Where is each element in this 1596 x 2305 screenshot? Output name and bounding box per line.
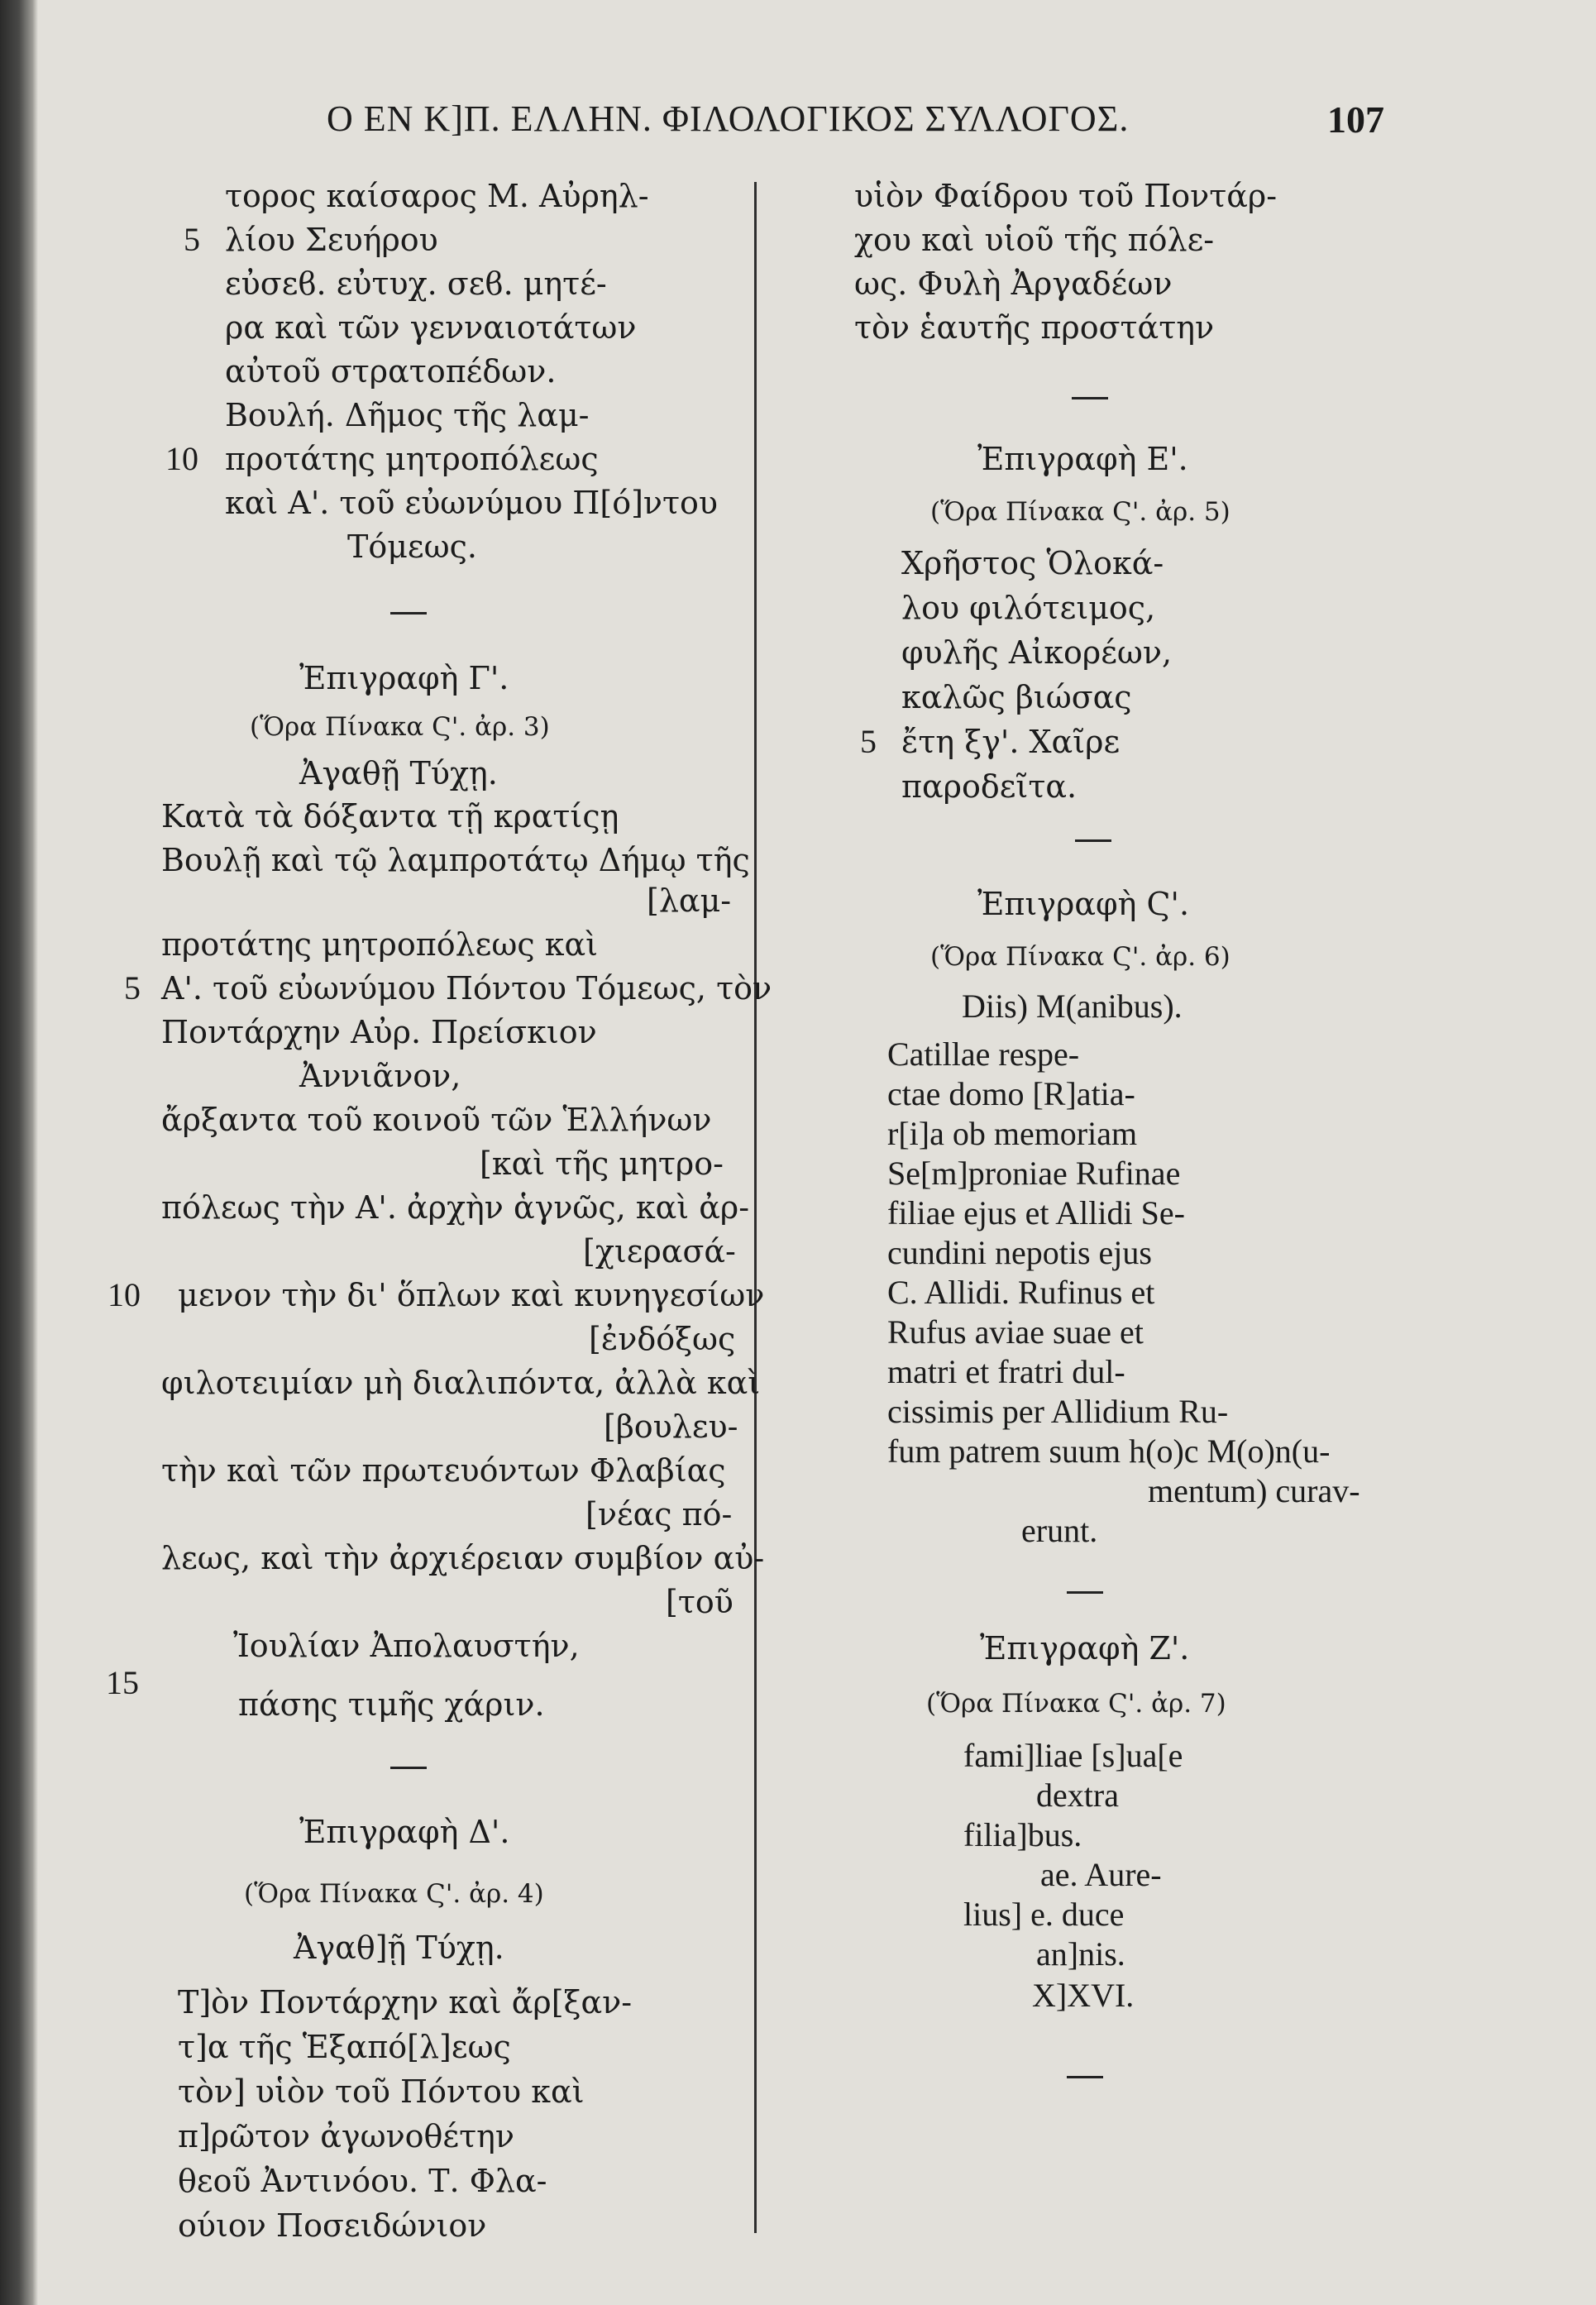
text-line: εὐσεϐ. εὐτυχ. σεϐ. μητέ- <box>225 265 607 302</box>
text-line: Τ]ὸν Ποντάρχην καὶ ἄρ[ξαν- <box>178 1984 633 2020</box>
inscription-heading: Ἐπιγραφὴ Ζ'. <box>980 1630 1190 1667</box>
text-line: λεως, καὶ τὴν ἀρχιέρειαν συμβίον αὐ- <box>161 1540 765 1576</box>
text-line: r[i]a ob memoriam <box>887 1115 1138 1152</box>
text-line: λίου Σευήρου <box>225 222 438 258</box>
section-separator <box>1067 1591 1103 1594</box>
text-line: filiae ejus et Allidi Se- <box>887 1194 1185 1231</box>
text-line: fami]liae [s]ua[e <box>963 1737 1183 1774</box>
text-line: ae. Aure- <box>1040 1856 1162 1893</box>
section-separator <box>1075 839 1111 842</box>
section-separator <box>390 612 427 615</box>
plate-reference: (Ὅρα Πίνακα Ϛ'. ἀρ. 7) <box>926 1689 1226 1719</box>
text-line: ούιον Ποσειδώνιον <box>178 2207 487 2244</box>
text-line: Ἀγαθῇ Τύχῃ. <box>299 755 498 791</box>
text-line: filia]bus. <box>963 1816 1082 1853</box>
text-line: Ἀγαθ]ῇ Τύχῃ. <box>294 1930 504 1966</box>
text-line: τὸν] υἱὸν τοῦ Πόντου καὶ <box>178 2073 585 2110</box>
line-number: 5 <box>124 969 141 1007</box>
text-line: τὸν ἑαυτῆς προστάτην <box>854 309 1215 346</box>
text-line: Diis) M(anibus). <box>962 988 1183 1025</box>
inscription-heading: Ἐπιγραφὴ Δ'. <box>299 1814 510 1850</box>
running-title: Ο ΕΝ Κ]Π. ΕΛΛΗΝ. ΦΙΛΟΛΟΓΙΚΟΣ ΣΥΛΛΟΓΟΣ. <box>327 98 1130 139</box>
text-line: ως. Φυλὴ Ἀργαδέων <box>854 265 1173 302</box>
text-line: ἔτη ξγ'. Χαῖρε <box>901 724 1121 760</box>
column-divider <box>754 182 757 2233</box>
text-line: Βουλή. Δῆμος τῆς λαμ- <box>225 397 590 433</box>
text-line: τὴν καὶ τῶν πρωτευόντων Φλαβίας <box>161 1452 726 1489</box>
text-line: Ἰουλίαν Ἀπολαυστήν, <box>233 1628 580 1664</box>
section-separator <box>390 1767 427 1769</box>
text-line: προτάτης μητροπόλεως καὶ <box>161 926 599 963</box>
text-line: [νέας πό- <box>585 1496 733 1533</box>
text-line: fum patrem suum h(o)c M(o)n(u- <box>887 1432 1331 1470</box>
text-line: Catillae respe- <box>887 1035 1080 1073</box>
text-line: Κατὰ τὰ δόξαντα τῇ κρατίςῃ <box>161 798 619 834</box>
line-number: 10 <box>108 1276 141 1313</box>
text-line: τορος καίσαρος Μ. Αὐρηλ- <box>225 178 649 214</box>
text-line: dextra <box>1036 1777 1119 1814</box>
text-line: erunt. <box>1021 1512 1098 1549</box>
text-line: an]nis. <box>1036 1935 1125 1973</box>
text-line: αὐτοῦ στρατοπέδων. <box>225 353 557 390</box>
plate-reference: (Ὅρα Πίνακα Ϛ'. ἀρ. 6) <box>930 942 1230 972</box>
text-line: cissimis per Allidium Ru- <box>887 1393 1229 1430</box>
page-number: 107 <box>1327 98 1384 141</box>
text-line: καλῶς βιώσας <box>901 679 1132 715</box>
plate-reference: (Ὅρα Πίνακα Ϛ'. ἀρ. 3) <box>250 712 550 742</box>
text-line: X]XVI. <box>1032 1977 1135 2014</box>
inscription-heading: Ἐπιγραφὴ Ϛ'. <box>977 886 1190 922</box>
text-line: Rufus aviae suae et <box>887 1313 1144 1351</box>
text-line: φυλῆς Αἰκορέων, <box>901 634 1173 671</box>
text-line: [βουλευ- <box>604 1408 738 1445</box>
line-number: 5 <box>860 723 877 760</box>
text-line: cundini nepotis ejus <box>887 1234 1152 1271</box>
text-line: Βουλῇ καὶ τῷ λαμπροτάτῳ Δήμῳ τῆς <box>161 842 750 878</box>
line-number: 10 <box>165 440 198 477</box>
text-line: θεοῦ Ἀντινόου. Τ. Φλα- <box>178 2163 547 2199</box>
inscription-heading: Ἐπιγραφὴ Ε'. <box>977 441 1188 477</box>
text-line: ctae domo [R]atia- <box>887 1075 1135 1112</box>
text-line: τ]α τῆς Ἑξαπό[λ]εως <box>178 2029 511 2065</box>
text-line: πάσης τιμῆς χάριν. <box>238 1686 545 1723</box>
text-line: Ἀννιᾶνον, <box>299 1058 461 1094</box>
text-line: ρα καὶ τῶν γενναιοτάτων <box>225 309 637 346</box>
text-line: ἄρξαντα τοῦ κοινοῦ τῶν Ἑλλήνων <box>161 1102 712 1138</box>
text-line: πόλεως τὴν Α'. ἀρχὴν ἁγνῶς, καὶ ἀρ- <box>161 1189 750 1226</box>
text-line: C. Allidi. Rufinus et <box>887 1274 1155 1311</box>
text-line: Χρῆστος Ὁλοκά- <box>901 545 1164 581</box>
plate-reference: (Ὅρα Πίνακα Ϛ'. ἀρ. 4) <box>244 1879 544 1909</box>
inscription-heading: Ἐπιγραφὴ Γ'. <box>299 660 509 696</box>
section-separator <box>1067 2076 1103 2078</box>
text-line: [καὶ τῆς μητρο- <box>480 1145 724 1182</box>
text-line: Se[m]proniae Rufinae <box>887 1155 1181 1192</box>
text-line: [χιερασά- <box>583 1233 736 1270</box>
plate-reference: (Ὅρα Πίνακα Ϛ'. ἀρ. 5) <box>930 497 1230 527</box>
text-line: παροδεῖτα. <box>901 768 1078 805</box>
text-line: matri et fratri dul- <box>887 1353 1125 1390</box>
text-line: lius] e. duce <box>963 1896 1125 1933</box>
text-line: υἱὸν Φαίδρου τοῦ Ποντάρ- <box>854 178 1278 214</box>
line-number: 5 <box>184 221 200 258</box>
line-number: 15 <box>106 1664 139 1701</box>
text-line: mentum) curav- <box>1148 1472 1360 1509</box>
text-line: Α'. τοῦ εὐωνύμου Πόντου Τόμεως, τὸν <box>161 970 772 1007</box>
text-line: [ἐνδόξως <box>589 1321 736 1357</box>
text-line: Ποντάρχην Αὐρ. Πρείσκιον <box>161 1014 597 1050</box>
text-line: λου φιλότειμος, <box>901 590 1156 626</box>
text-line: Τόμεως. <box>347 528 477 565</box>
text-line: καὶ Α'. τοῦ εὐωνύμου Π[ό]ντου <box>225 485 719 521</box>
text-line: π]ρῶτον ἀγωνοθέτην <box>178 2118 514 2154</box>
text-line: προτάτης μητροπόλεως <box>225 441 599 477</box>
section-separator <box>1072 397 1108 399</box>
text-line: χου καὶ υἱοῦ τῆς πόλε- <box>854 222 1215 258</box>
text-line: φιλοτειμίαν μὴ διαλιπόντα, ἀλλὰ καὶ <box>161 1365 761 1401</box>
text-line: [λαμ- <box>647 882 732 919</box>
text-line: μενον τὴν δι' ὅπλων καὶ κυνηγεσίων <box>178 1277 765 1313</box>
text-line: [τοῦ <box>666 1584 733 1620</box>
